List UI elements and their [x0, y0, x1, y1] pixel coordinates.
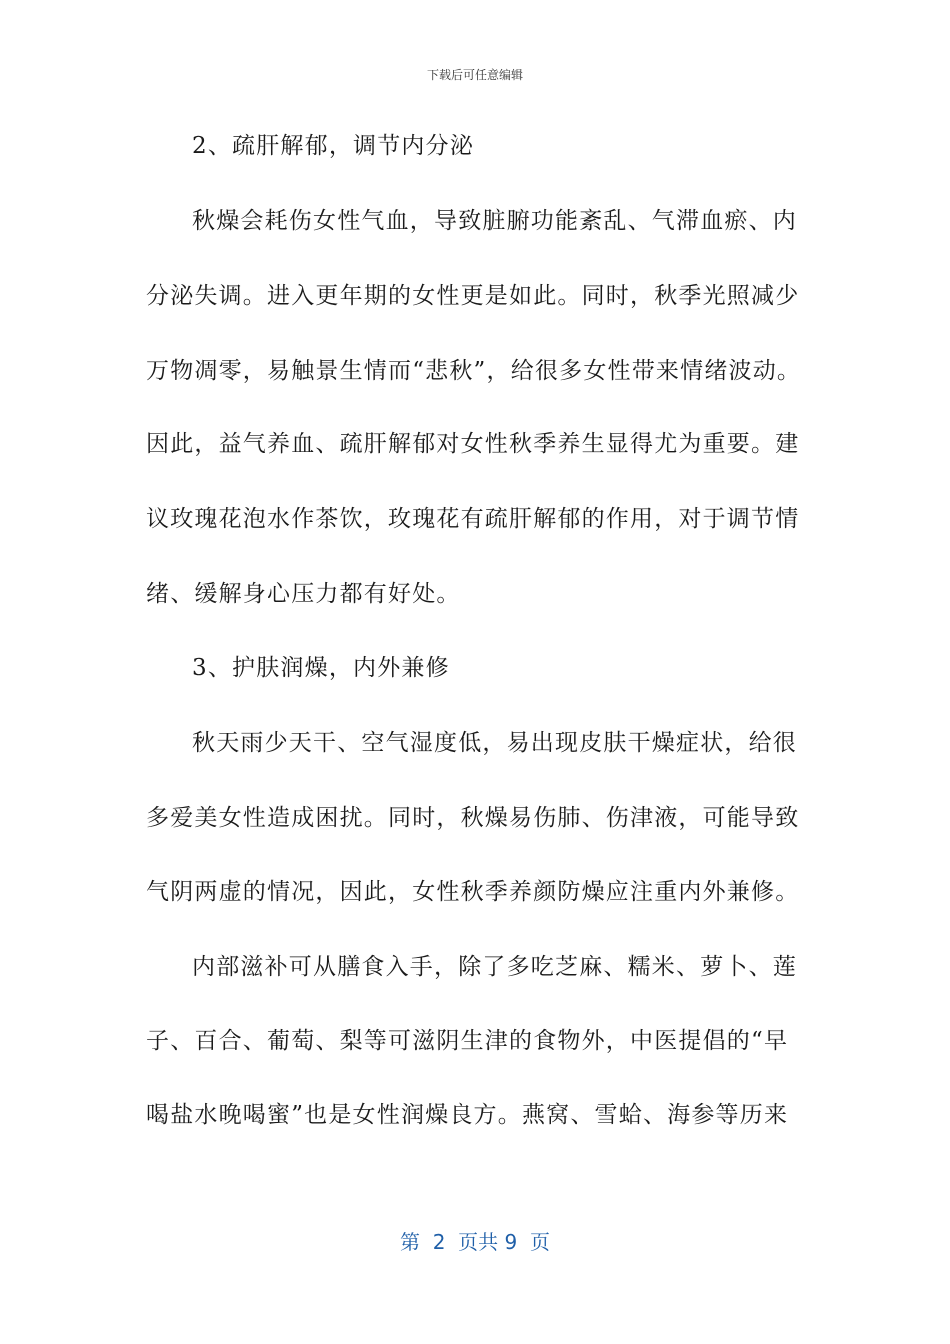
paragraph-line: 内部滋补可从膳食入手，除了多吃芝麻、糯米、萝卜、莲 — [192, 954, 797, 980]
paragraph-line: 秋燥会耗伤女性气血，导致脏腑功能紊乱、气滞血瘀、内 — [192, 208, 797, 234]
paragraph-line: 万物凋零，易触景生情而“悲秋”，给很多女性带来情绪波动。 — [146, 358, 802, 384]
paragraph-line: 喝盐水晚喝蜜”也是女性润燥良方。燕窝、雪蛤、海参等历来 — [146, 1102, 789, 1128]
header-note: 下载后可任意编辑 — [426, 68, 523, 82]
paragraph-line: 议玫瑰花泡水作茶饮，玫瑰花有疏肝解郁的作用，对于调节情 — [146, 506, 800, 532]
paragraph-line: 子、百合、葡萄、梨等可滋阴生津的食物外，中医提倡的“早 — [146, 1028, 789, 1054]
paragraph-line: 绪、缓解身心压力都有好处。 — [146, 581, 461, 607]
section-heading: 3、护肤润燥，内外兼修 — [192, 655, 450, 681]
paragraph-line: 秋天雨少天干、空气湿度低，易出现皮肤干燥症状，给很 — [192, 730, 797, 756]
paragraph-line: 分泌失调。进入更年期的女性更是如此。同时，秋季光照减少 — [146, 283, 800, 309]
paragraph-line: 因此，益气养血、疏肝解郁对女性秋季养生显得尤为重要。建 — [146, 431, 800, 457]
paragraph-line: 多爱美女性造成困扰。同时，秋燥易伤肺、伤津液，可能导致 — [146, 805, 800, 831]
page-number: 第 2 页共 9 页 — [400, 1230, 550, 1254]
paragraph-line: 气阴两虚的情况，因此，女性秋季养颜防燥应注重内外兼修。 — [146, 879, 800, 905]
section-heading: 2、疏肝解郁，调节内分泌 — [192, 133, 475, 159]
